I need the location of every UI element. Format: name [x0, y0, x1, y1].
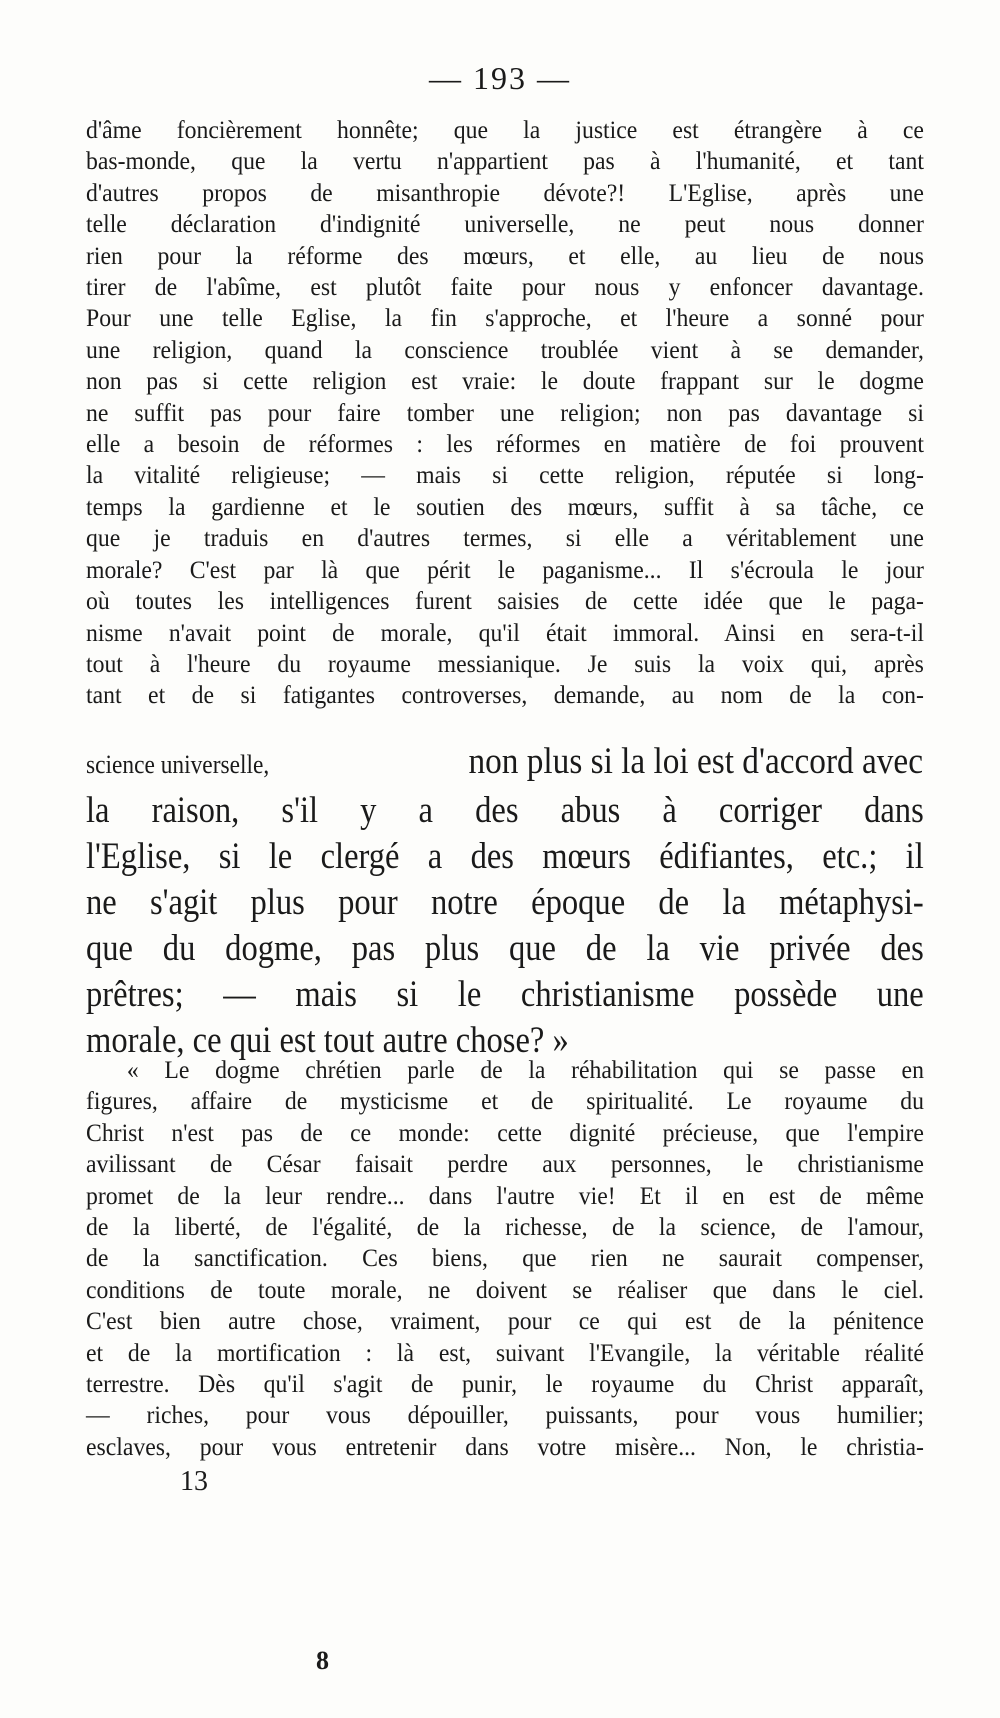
text-line: conditions de toute morale, ne doivent se réaliser que dans le ciel.: [86, 1274, 924, 1304]
text-line: la raison, s'il y a des abus à corriger dans: [86, 790, 924, 831]
text-line: C'est bien autre chose, vraiment, pour ce qui est de la pénitence: [86, 1306, 924, 1336]
text-line: ne s'agit plus pour notre époque de la métaphysi-: [86, 882, 924, 923]
text-line: Pour une telle Eglise, la fin s'approche, et l'heure a sonné pour: [86, 303, 924, 333]
text-line: esclaves, pour vous entretenir dans votre misère... Non, le christia-: [86, 1431, 924, 1461]
text-line: morale? C'est par là que périt le paganisme... Il s'écroula le jour: [86, 554, 924, 584]
text-line: nisme n'avait point de morale, qu'il était immoral. Ainsi en sera-t-il: [86, 617, 924, 647]
text-line: avilissant de César faisait perdre aux personnes, le christianisme: [86, 1149, 924, 1179]
text-line: Christ n'est pas de ce monde: cette dignité précieuse, que l'empire: [86, 1117, 924, 1147]
text-line: non pas si cette religion est vraie: le doute frappant sur le dogme: [86, 366, 924, 396]
text-line: terrestre. Dès qu'il s'agit de punir, le royaume du Christ apparaît,: [86, 1369, 924, 1399]
text-line: temps la gardienne et le soutien des mœurs, suffit à sa tâche, ce: [86, 491, 924, 521]
text-line: tout à l'heure du royaume messianique. Je suis la voix qui, après: [86, 648, 924, 678]
page-number-header: — 193 —: [429, 60, 571, 96]
text-line: figures, affaire de mysticisme et de spiritualité. Le royaume du: [86, 1086, 924, 1116]
text-line: bas-monde, que la vertu n'appartient pas à l'humanité, et tant: [86, 146, 924, 176]
paragraph-1: [86, 114, 924, 711]
text-line: prêtres; — mais si le christianisme possède une: [86, 974, 924, 1015]
text-line: de la liberté, de l'égalité, de la richesse, de la science, de l'amour,: [86, 1212, 924, 1242]
text-line: elle a besoin de réformes : les réformes en matière de foi prouvent: [86, 429, 924, 459]
large-type-passage: [86, 788, 924, 1064]
text-line: tirer de l'abîme, est plutôt faite pour nous y enfoncer davantage.: [86, 272, 924, 302]
text-line: telle déclaration d'indignité universelle, ne peut nous donner: [86, 209, 924, 239]
text-line: d'autres propos de misanthropie dévote?! L'Eglise, après une: [86, 177, 924, 207]
text-line: ne suffit pas pour faire tomber une religion; non pas davantage si: [86, 397, 924, 427]
mixed-line-large-part: non plus si la loi est d'accord avec: [468, 741, 923, 782]
text-line: « Le dogme chrétien parle de la réhabilitation qui se passe en: [126, 1055, 924, 1084]
paragraph-2: [86, 1054, 924, 1462]
text-line: que du dogme, pas plus que de la vie privée des: [86, 928, 924, 969]
text-line: et de la mortification : là est, suivant l'Evangile, la véritable réalité: [86, 1337, 924, 1367]
text-line: tant et de si fatigantes controverses, demande, au nom de la con-: [86, 680, 924, 710]
mixed-line-small-part: science universelle,: [86, 750, 270, 779]
signature-mark: 13: [180, 1466, 208, 1497]
text-line: morale, ce qui est tout autre chose? »: [86, 1020, 569, 1061]
text-line: d'âme foncièrement honnête; que la justice est étrangère à ce: [86, 115, 924, 144]
text-line: de la sanctification. Ces biens, que rien ne saurait compenser,: [86, 1243, 924, 1273]
text-line: rien pour la réforme des mœurs, et elle, au lieu de nous: [86, 240, 924, 270]
text-line: la vitalité religieuse; — mais si cette religion, réputée si long-: [86, 460, 924, 490]
text-line: où toutes les intelligences furent saisies de cette idée que le paga-: [86, 586, 924, 616]
text-line: une religion, quand la conscience troublée vient à se demander,: [86, 334, 924, 364]
text-line: — riches, pour vous dépouiller, puissants, pour vous humilier;: [86, 1400, 924, 1430]
text-line: promet de la leur rendre... dans l'autre vie! Et il en est de même: [86, 1180, 924, 1210]
bottom-mark: 8: [316, 1646, 329, 1675]
mixed-size-line: [86, 740, 924, 783]
text-line: que je traduis en d'autres termes, si elle a véritablement une: [86, 523, 924, 553]
text-line: l'Eglise, si le clergé a des mœurs édifiantes, etc.; il: [86, 836, 924, 877]
